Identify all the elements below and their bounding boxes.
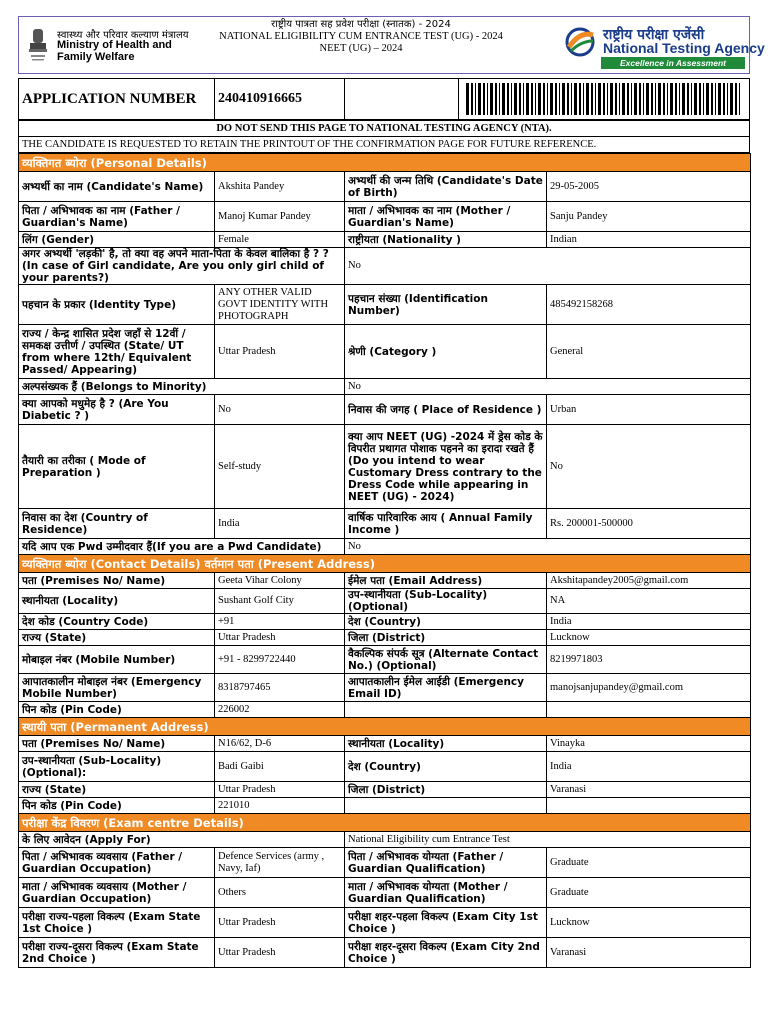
value-present-pin: 226002 xyxy=(215,702,345,718)
label-father-name: पिता / अभिभावक का नाम (Father / Guardian's Name) xyxy=(19,202,215,232)
label-perm-sublocality: उप-स्थानीयता (Sub-Locality)(Optional): xyxy=(19,752,215,782)
empty-cell xyxy=(345,798,547,814)
value-identification-number: 485492158268 xyxy=(547,285,751,325)
empty-cell xyxy=(547,798,751,814)
value-emergency-email: manojsanjupandey@gmail.com xyxy=(547,674,751,702)
value-country-code: +91 xyxy=(215,614,345,630)
label-perm-state: राज्य (State) xyxy=(19,782,215,798)
value-mobile: +91 - 8299722440 xyxy=(215,646,345,674)
notice-retain-printout: THE CANDIDATE IS REQUESTED TO RETAIN THE PRINTOUT OF THE CONFIRMATION PAGE FOR FUTURE REFERENCE. xyxy=(19,137,750,153)
label-annual-income: वार्षिक पारिवारिक आय ( Annual Family Income ) xyxy=(345,509,547,539)
empty-cell xyxy=(547,702,751,718)
label-perm-premises: पता (Premises No/ Name) xyxy=(19,736,215,752)
value-mother-occupation: Others xyxy=(215,878,345,908)
value-father-name: Manoj Kumar Pandey xyxy=(215,202,345,232)
ministry-name-english: Ministry of Health and Family Welfare xyxy=(57,39,172,63)
value-minority: No xyxy=(345,379,751,395)
value-diabetic: No xyxy=(215,395,345,425)
label-email: ईमेल पता (Email Address) xyxy=(345,573,547,589)
value-perm-locality: Vinayka xyxy=(547,736,751,752)
value-present-sublocality: NA xyxy=(547,589,751,614)
value-perm-state: Uttar Pradesh xyxy=(215,782,345,798)
ministry-name-hindi: स्वास्थ्य और परिवार कल्याण मंत्रालय xyxy=(57,30,189,41)
value-present-locality: Sushant Golf City xyxy=(215,589,345,614)
value-apply-for: National Eligibility cum Entrance Test xyxy=(345,832,751,848)
spacer xyxy=(345,79,459,119)
value-state-12th: Uttar Pradesh xyxy=(215,325,345,379)
label-category: श्रेणी (Category ) xyxy=(345,325,547,379)
label-minority: अल्पसंख्यक हैं (Belongs to Minority) xyxy=(19,379,345,395)
value-category: General xyxy=(547,325,751,379)
label-gender: लिंग (Gender) xyxy=(19,232,215,248)
value-gender: Female xyxy=(215,232,345,248)
label-present-locality: स्थानीयता (Locality) xyxy=(19,589,215,614)
exam-title xyxy=(211,19,511,55)
label-diabetic: क्या आपको मधुमेह है ? (Are You Diabetic ? ) xyxy=(19,395,215,425)
value-perm-premises: N16/62, D-6 xyxy=(215,736,345,752)
notice-table xyxy=(18,120,750,153)
label-country-code: देश कोड (Country Code) xyxy=(19,614,215,630)
label-perm-pin: पिन कोड (Pin Code) xyxy=(19,798,215,814)
label-present-district: जिला (District) xyxy=(345,630,547,646)
section-permanent-address: स्थायी पता (Permanent Address) xyxy=(19,718,751,736)
value-nationality: Indian xyxy=(547,232,751,248)
value-present-state: Uttar Pradesh xyxy=(215,630,345,646)
application-number-row xyxy=(18,78,750,120)
value-only-girl-child: No xyxy=(345,248,751,285)
section-personal-details: व्यक्तिगत ब्योरा (Personal Details) xyxy=(19,154,751,172)
application-number-label: APPLICATION NUMBER xyxy=(19,79,215,119)
application-number-value: 240410916665 xyxy=(215,79,345,119)
section-contact-details: व्यक्तिगत ब्योरा (Contact Details) वर्तमान पता (Present Address) xyxy=(19,555,751,573)
value-dob: 29-05-2005 xyxy=(547,172,751,202)
value-perm-sublocality: Badi Gaibi xyxy=(215,752,345,782)
value-mother-qualification: Graduate xyxy=(547,878,751,908)
value-perm-district: Varanasi xyxy=(547,782,751,798)
label-mother-qualification: माता / अभिभावक योग्यता (Mother / Guardian Qualification) xyxy=(345,878,547,908)
notice-do-not-send: DO NOT SEND THIS PAGE TO NATIONAL TESTING AGENCY (NTA). xyxy=(19,121,750,137)
value-customary-dress: No xyxy=(547,425,751,509)
label-perm-district: जिला (District) xyxy=(345,782,547,798)
label-father-occupation: पिता / अभिभावक व्यवसाय (Father / Guardian Occupation) xyxy=(19,848,215,878)
label-pwd: यदि आप एक Pwd उम्मीदवार हैं(If you are a Pwd Candidate) xyxy=(19,539,345,555)
empty-cell xyxy=(345,702,547,718)
nta-block xyxy=(563,25,765,71)
exam-title-english: NATIONAL ELIGIBILITY CUM ENTRANCE TEST (UG) - 2024 xyxy=(219,31,503,42)
value-exam-city-1: Lucknow xyxy=(547,908,751,938)
label-present-state: राज्य (State) xyxy=(19,630,215,646)
label-dob: अभ्यर्थी की जन्म तिथि (Candidate's Date of Birth) xyxy=(345,172,547,202)
value-candidate-name: Akshita Pandey xyxy=(215,172,345,202)
label-father-qualification: पिता / अभिभावक योग्यता (Father / Guardian Qualification) xyxy=(345,848,547,878)
label-emergency-email: आपातकालीन ईमेल आईडी (Emergency Email ID) xyxy=(345,674,547,702)
nta-tagline: Excellence in Assessment xyxy=(601,57,745,69)
label-nationality: राष्ट्रीयता (Nationality ) xyxy=(345,232,547,248)
label-present-premises: पता (Premises No/ Name) xyxy=(19,573,215,589)
label-candidate-name: अभ्यर्थी का नाम (Candidate's Name) xyxy=(19,172,215,202)
label-exam-city-2: परीक्षा शहर-दूसरा विकल्प (Exam City 2nd Choice ) xyxy=(345,938,547,968)
page-header xyxy=(18,16,765,74)
nta-logo-icon xyxy=(563,27,597,57)
personal-details-table xyxy=(18,153,751,968)
value-annual-income: Rs. 200001-500000 xyxy=(547,509,751,539)
barcode-icon xyxy=(464,82,744,116)
value-exam-state-1: Uttar Pradesh xyxy=(215,908,345,938)
label-alternate-contact: वैकल्पिक संपर्क सूत्र (Alternate Contact No.) (Optional) xyxy=(345,646,547,674)
value-mother-name: Sanju Pandey xyxy=(547,202,751,232)
label-country-of-residence: निवास का देश (Country of Residence) xyxy=(19,509,215,539)
value-father-occupation: Defence Services (army , Navy, Iaf) xyxy=(215,848,345,878)
value-present-district: Lucknow xyxy=(547,630,751,646)
barcode xyxy=(459,79,749,119)
label-place-of-residence: निवास की जगह ( Place of Residence ) xyxy=(345,395,547,425)
section-exam-centre: परीक्षा केंद्र विवरण (Exam centre Details) xyxy=(19,814,751,832)
label-present-sublocality: उप-स्थानीयता (Sub-Locality)(Optional) xyxy=(345,589,547,614)
label-identification-number: पहचान संख्या (Identification Number) xyxy=(345,285,547,325)
label-customary-dress: क्या आप NEET (UG) -2024 में ड्रेस कोड के विपरीत प्रथागत पोशाक पहनने का इरादा रखते हैं (Do you intend to wear Customary Dress contrary to the Dress Code while appearing in NEET (UG) - 2024) xyxy=(345,425,547,509)
label-present-pin: पिन कोड (Pin Code) xyxy=(19,702,215,718)
label-mobile: मोबाइल नंबर (Mobile Number) xyxy=(19,646,215,674)
nta-name-hindi: राष्ट्रीय परीक्षा एजेंसी xyxy=(603,27,705,43)
label-emergency-mobile: आपातकालीन मोबाइल नंबर (Emergency Mobile Number) xyxy=(19,674,215,702)
label-mother-name: माता / अभिभावक का नाम (Mother / Guardian's Name) xyxy=(345,202,547,232)
value-email: Akshitapandey2005@gmail.com xyxy=(547,573,751,589)
ministry-block xyxy=(25,27,217,67)
label-perm-country: देश (Country) xyxy=(345,752,547,782)
value-pwd: No xyxy=(345,539,751,555)
value-place-of-residence: Urban xyxy=(547,395,751,425)
value-country-of-residence: India xyxy=(215,509,345,539)
value-alternate-contact: 8219971803 xyxy=(547,646,751,674)
label-exam-state-1: परीक्षा राज्य-पहला विकल्प (Exam State 1st Choice ) xyxy=(19,908,215,938)
label-present-country: देश (Country) xyxy=(345,614,547,630)
label-exam-state-2: परीक्षा राज्य-दूसरा विकल्प (Exam State 2nd Choice ) xyxy=(19,938,215,968)
label-only-girl-child: अगर अभ्यर्थी 'लड़की' है, तो क्या वह अपने माता-पिता के केवल बालिका है ? ?(In case of Girl candidate, Are you only girl child of your parents?) xyxy=(19,248,345,285)
nta-name-english: National Testing Agency xyxy=(603,40,765,56)
value-exam-city-2: Varanasi xyxy=(547,938,751,968)
value-identity-type: ANY OTHER VALID GOVT IDENTITY WITH PHOTOGRAPH xyxy=(215,285,345,325)
value-mode-of-preparation: Self-study xyxy=(215,425,345,509)
label-identity-type: पहचान के प्रकार (Identity Type) xyxy=(19,285,215,325)
label-state-12th: राज्य / केन्द्र शासित प्रदेश जहाँ से 12वीं / समकक्ष उत्तीर्ण / उपस्थित (State/ UT from where 12th/ Equivalent Passed/ Appearing) xyxy=(19,325,215,379)
exam-title-hindi: राष्ट्रीय पात्रता सह प्रवेश परीक्षा (स्नातक) - 2024 xyxy=(271,19,451,30)
value-emergency-mobile: 8318797465 xyxy=(215,674,345,702)
label-apply-for: के लिए आवेदन (Apply For) xyxy=(19,832,345,848)
value-perm-country: India xyxy=(547,752,751,782)
label-mother-occupation: माता / अभिभावक व्यवसाय (Mother / Guardian Occupation) xyxy=(19,878,215,908)
label-exam-city-1: परीक्षा शहर-पहला विकल्प (Exam City 1st Choice ) xyxy=(345,908,547,938)
confirmation-page xyxy=(18,16,765,968)
exam-short-title: NEET (UG) – 2024 xyxy=(319,43,403,54)
value-present-premises: Geeta Vihar Colony xyxy=(215,573,345,589)
value-present-country: India xyxy=(547,614,751,630)
label-mode-of-preparation: तैयारी का तरीका ( Mode of Preparation ) xyxy=(19,425,215,509)
national-emblem-icon xyxy=(25,27,51,63)
label-perm-locality: स्थानीयता (Locality) xyxy=(345,736,547,752)
value-perm-pin: 221010 xyxy=(215,798,345,814)
value-father-qualification: Graduate xyxy=(547,848,751,878)
value-exam-state-2: Uttar Pradesh xyxy=(215,938,345,968)
